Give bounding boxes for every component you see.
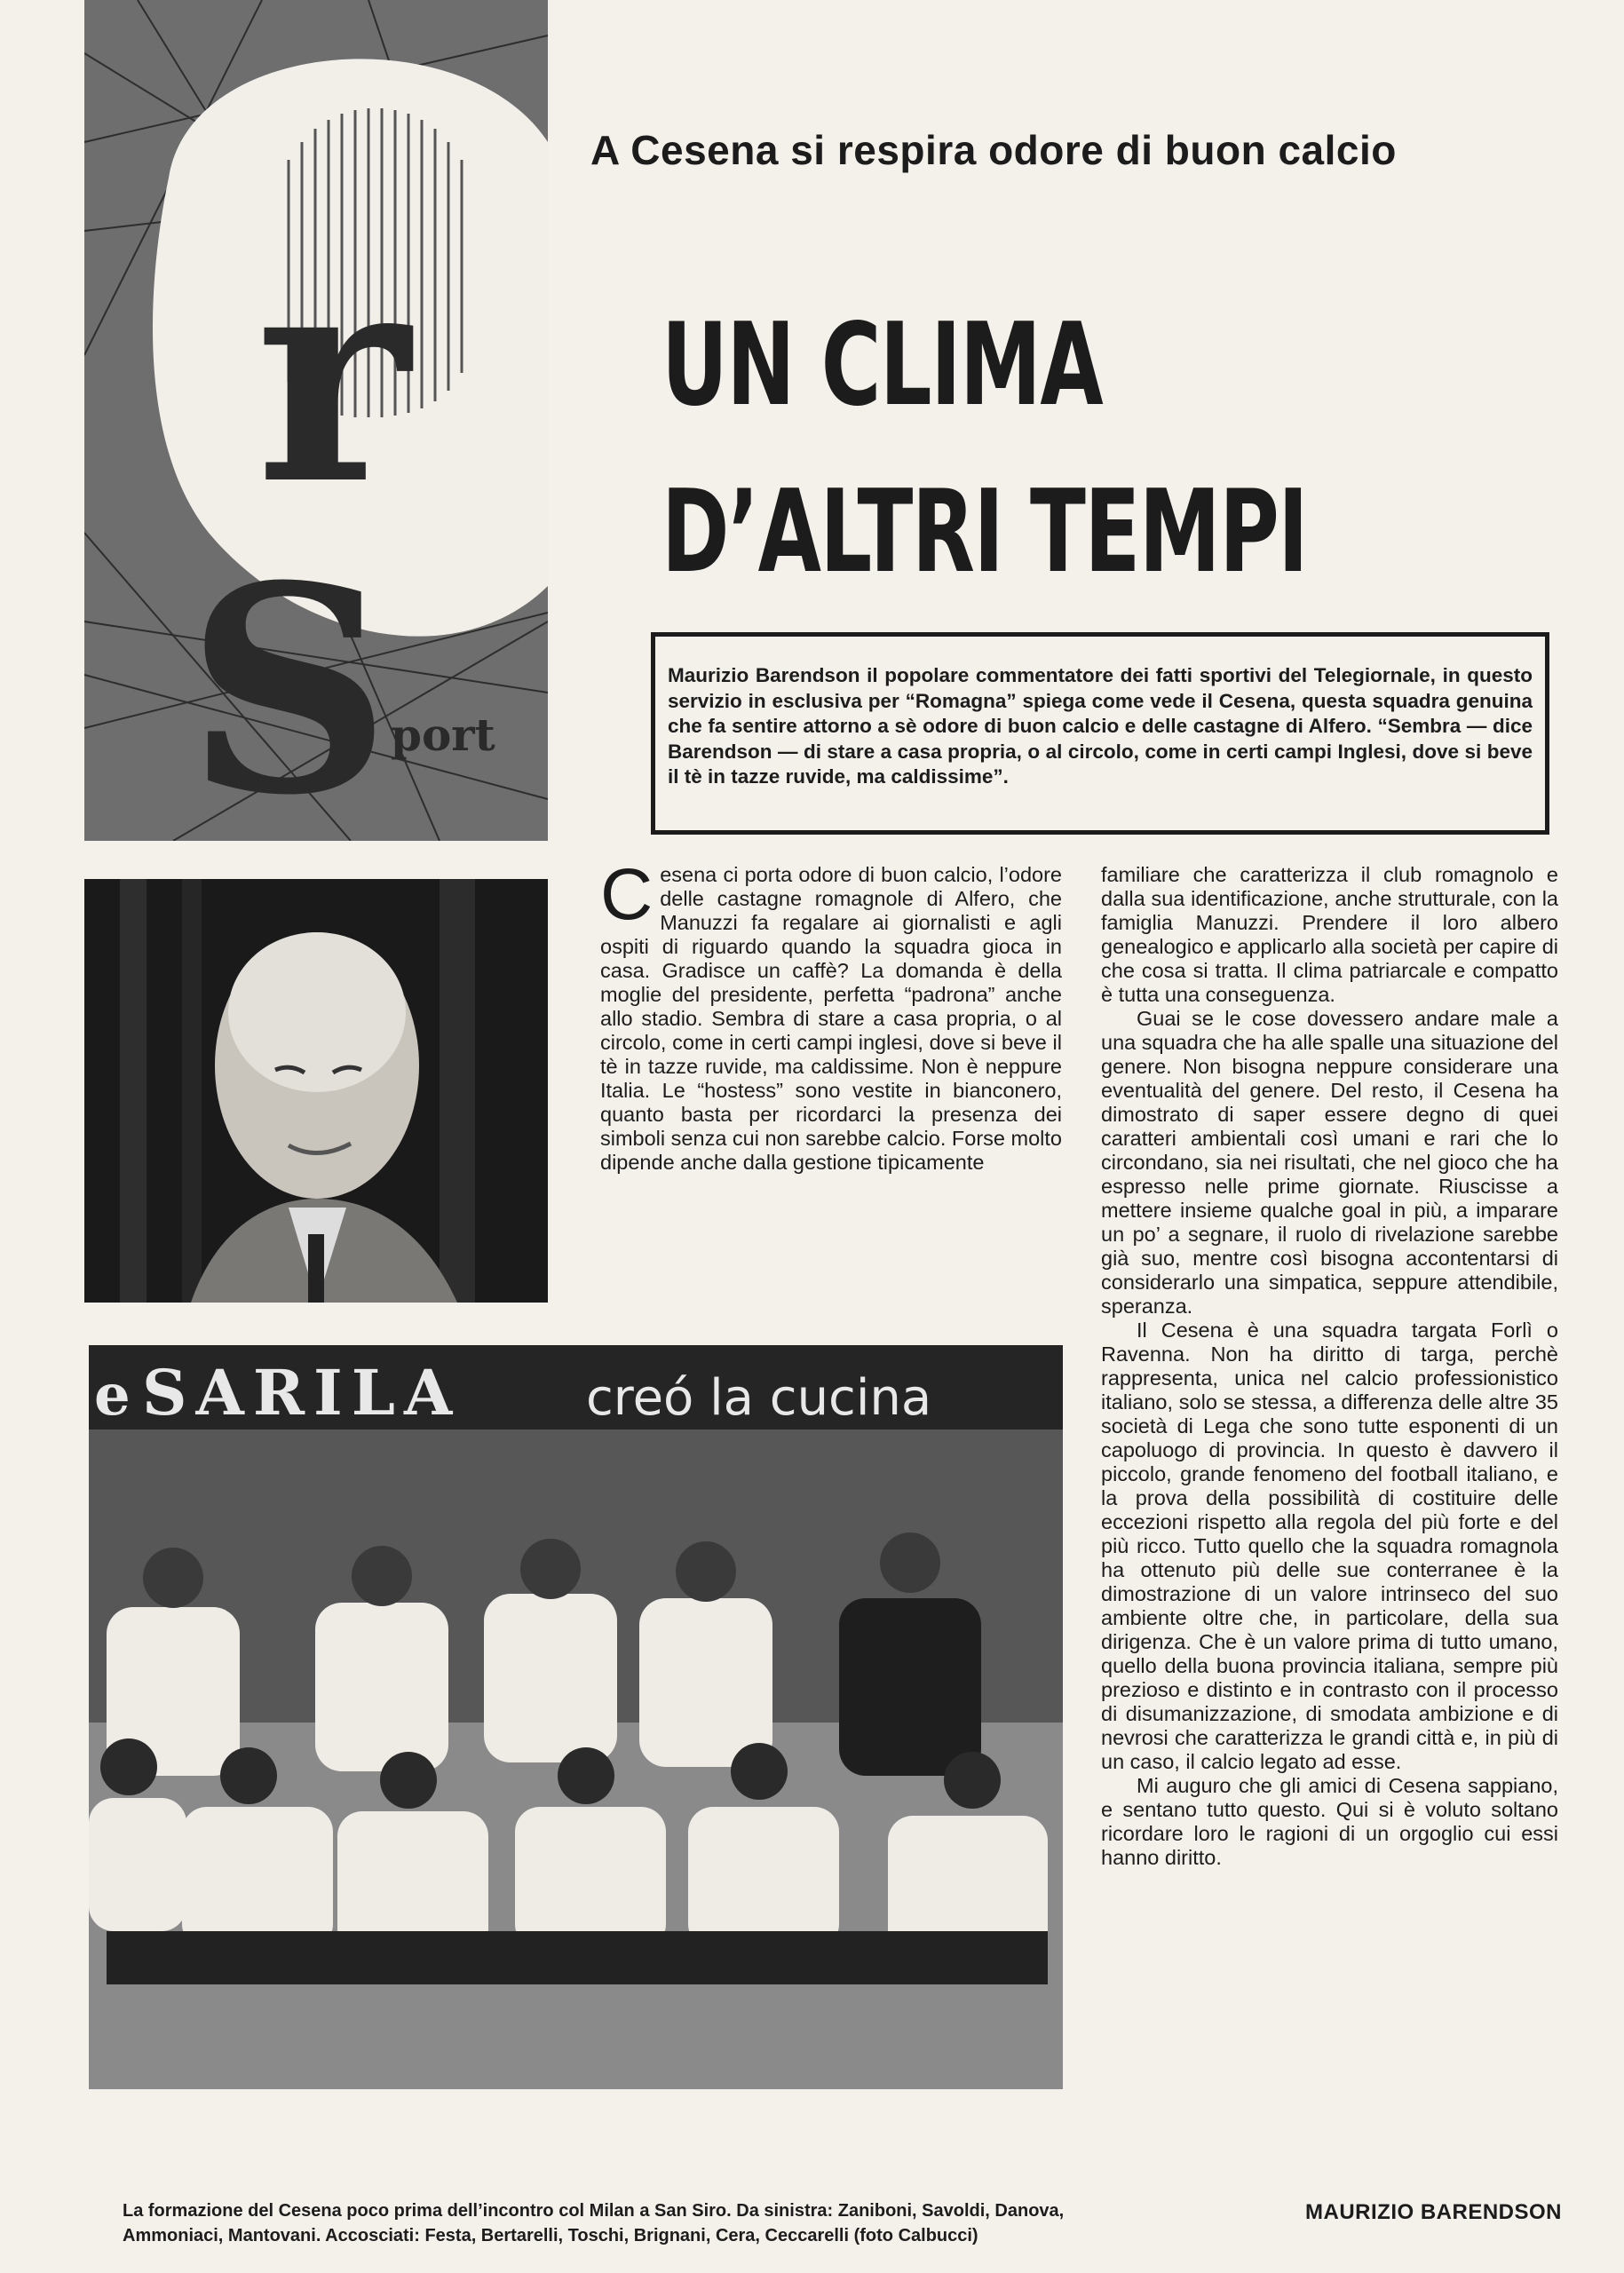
photo-caption: La formazione del Cesena poco prima dell’incontro col Milan a San Siro. Da sinistra: Zaniboni, Savoldi, Danova, Ammoniaci, Mantovani. Accosciati: Festa, Bertarelli, Toschi, Brignani, Cera, Ceccarelli (foto Calbucci) (123, 2201, 1065, 2245)
banner-prefix: e (94, 1362, 131, 1429)
article-paragraph: esena ci porta odore di buon calcio, l’odore delle castagne romagnole di Alfero, che Manuzzi fa regalare ai giornalisti e agli ospiti di riguardo quando la squadra gioca in casa. Gradisce un caffè? La domanda è della moglie del presidente, perfetta “padrona” anche allo stadio. Sembra di stare a casa propria, o al circolo, come in certi campi inglesi, dove si beve il tè in tazze ruvide, ma caldissime. Non è neppure Italia. Le “hostess” sono vestite in bianconero, quanto basta per ricordarci la presenza dei simboli senza cui non sarebbe calcio. Forse molto dipende anche dalla gestione tipicamente (600, 863, 1062, 1174)
article-column-1 (600, 854, 1062, 1175)
logo-letter-r: r (256, 204, 410, 549)
intro-box: Maurizio Barendson il popolare commentatore dei fatti sportivi del Telegiornale, in questo servizio in esclusiva per “Romagna” spiega come vede il Cesena, questa squadra genuina che fa sentire attorno a sè odore di buon calcio e delle castagne di Alfero. “Sembra — dice Barendson — di stare a casa propria, o al circolo, come in certi campi Inglesi, dove si beve il tè in tazze ruvide, ma caldissime”. (651, 632, 1549, 835)
article-paragraph: Mi auguro che gli amici di Cesena sappiano, e sentano tutto questo. Qui si è voluto soltano ricordare loro le ragioni di un orgoglio cui essi hanno diritto. (1101, 1774, 1558, 1869)
article-paragraph: familiare che caratterizza il club romagnolo e dalla sua identificazione, anche strutturale, con la famiglia Manuzzi. Prendere il loro albero genealogico e applicarlo alla società per capire di che cosa si tratta. Il clima patriarcale e compatto è tutta una conseguenza. (1101, 863, 1558, 1006)
banner-brand: SARILA (142, 1356, 462, 1430)
banner-slogan: creó la cucina (586, 1369, 932, 1427)
headline-line-2: D’ALTRI TEMPI (661, 466, 1308, 598)
author-byline: MAURIZIO BARENDSON (1305, 2200, 1562, 2224)
drop-cap: C (600, 854, 654, 935)
team-photo (89, 1345, 1063, 2089)
kicker-title: A Cesena si respira odore di buon calcio (590, 127, 1397, 173)
headline (661, 282, 1327, 616)
portrait-photo (84, 879, 548, 1303)
article-column-2 (1101, 863, 1558, 1870)
logo-word-port: port (391, 709, 495, 761)
sport-section-logo (84, 0, 548, 841)
logo-letter-s: S (186, 525, 392, 841)
headline-line-1: UN CLIMA (661, 299, 1103, 432)
article-paragraph: Il Cesena è una squadra targata Forlì o Ravenna. Non ha diritto di targa, perchè rappresenta, unica nel calcio professionistico italiano, solo se stessa, a differenza delle altre 35 società di Lega che sono tutte esponenti di un capoluogo di provincia. In questo è davvero il piccolo, grande fenomeno del football italiano, e la prova della possibilità di costituire delle eccezioni rispetto alla regola del più forte e del più ricco. Tutto quello che la squadra romagnola ha ottenuto più delle sue conterranee è la dimostrazione di un valore intrinseco del suo ambiente oltre che, in particolare, della sua dirigenza. Che è un valore prima di tutto umano, quello della buona provincia italiana, sempre più prezioso e distinto e in contrasto con il processo di disumanizzazione, di smodata ambizione e di nevrosi che caratterizza le grandi città e, in più di un caso, il calcio legato ad esse. (1101, 1319, 1558, 1773)
article-paragraph: Guai se le cose dovessero andare male a una squadra che ha alle spalle una situazione del genere. Non bisogna neppure considerare una eventualità del genere. Del resto, il Cesena ha dimostrato di saper essere degno di quei caratteri ambientali così umani e rari che lo circondano, sia nei risultati, che nel gioco che ha espresso nelle prime giornate. Riuscisse a mettere insieme qualche goal in più, a imparare un po’ a segnare, il ruolo di rivelazione sarebbe già suo, mentre così bisogna accontentarsi di considerarlo una simpatica, seppure attendibile, speranza. (1101, 1007, 1558, 1318)
